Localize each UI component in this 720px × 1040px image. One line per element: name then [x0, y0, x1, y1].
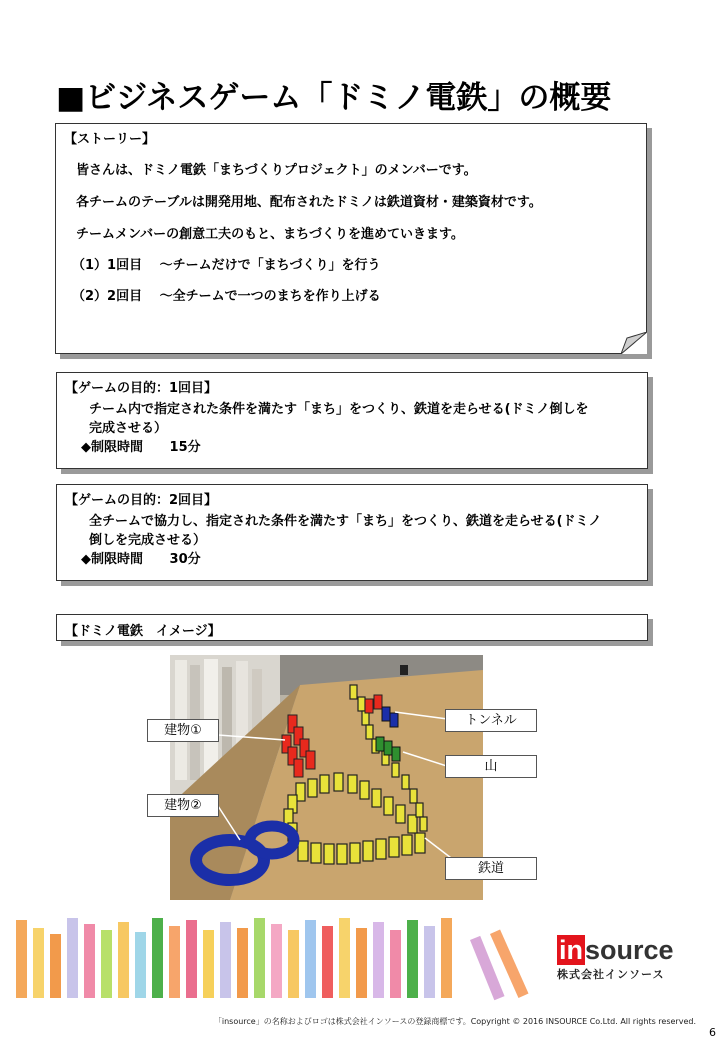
callout-railway: 鉄道 [445, 857, 537, 880]
goal-round2-limit [81, 548, 201, 567]
story-heading: 【ストーリー】 [64, 132, 156, 147]
goal-round2-line2: 倒しを完成させる） [89, 533, 207, 548]
company-logo [557, 935, 687, 982]
goal-round1-heading: 【ゲームの目的：1回目】 [65, 381, 218, 396]
goal-round1-limit [81, 436, 201, 455]
time-limit-label: ◆制限時間 [81, 440, 143, 455]
goal-round1-box [56, 372, 648, 469]
image-section-box [56, 614, 648, 641]
callout-building2: 建物② [147, 794, 219, 817]
time-limit-label: ◆制限時間 [81, 552, 143, 567]
story-line-4: （1）1回目 ～チームだけで「まちづくり」を行う [72, 258, 381, 273]
page-fold-icon [621, 332, 647, 354]
goal-round2-box [56, 484, 648, 581]
copyright-footer: 「insource」の名称およびロゴは株式会社インソースの登録商標です。Copyright © 2016 INSOURCE Co.Ltd. All rights reserved. [213, 1017, 696, 1026]
story-line-5: （2）2回目 ～全チームで一つのまちを作り上げる [72, 289, 381, 304]
logo-company-name: 株式会社インソース [557, 968, 665, 981]
image-section-heading: 【ドミノ電鉄 イメージ】 [65, 624, 221, 639]
domino-photo [170, 655, 483, 900]
decorative-stripes [0, 900, 560, 1010]
callout-mountain: 山 [445, 755, 537, 778]
page-number: 6 [709, 1026, 716, 1039]
story-line-2: 各チームのテーブルは開発用地、配布されたドミノは鉄道資材・建築資材です。 [76, 195, 542, 210]
logo-wordmark: insource [559, 935, 674, 965]
time-limit-value: 15分 [169, 440, 201, 455]
story-line-3: チームメンバーの創意工夫のもと、まちづくりを進めていきます。 [76, 227, 464, 242]
time-limit-value: 30分 [169, 552, 201, 567]
goal-round2-heading: 【ゲームの目的：2回目】 [65, 493, 218, 508]
goal-round1-line2: 完成させる） [89, 421, 168, 436]
goal-round2-line1: 全チームで協力し、指定された条件を満たす「まち」をつくり、鉄道を走らせる(ドミノ [89, 514, 602, 529]
story-line-1: 皆さんは、ドミノ電鉄「まちづくりプロジェクト」のメンバーです。 [76, 163, 477, 178]
page-title: ■ビジネスゲーム「ドミノ電鉄」の概要 [56, 80, 612, 116]
callout-tunnel: トンネル [445, 709, 537, 732]
story-box [55, 123, 647, 354]
goal-round1-line1: チーム内で指定された条件を満たす「まち」をつくり、鉄道を走らせる(ドミノ倒しを [89, 402, 589, 417]
callout-building1: 建物① [147, 719, 219, 742]
